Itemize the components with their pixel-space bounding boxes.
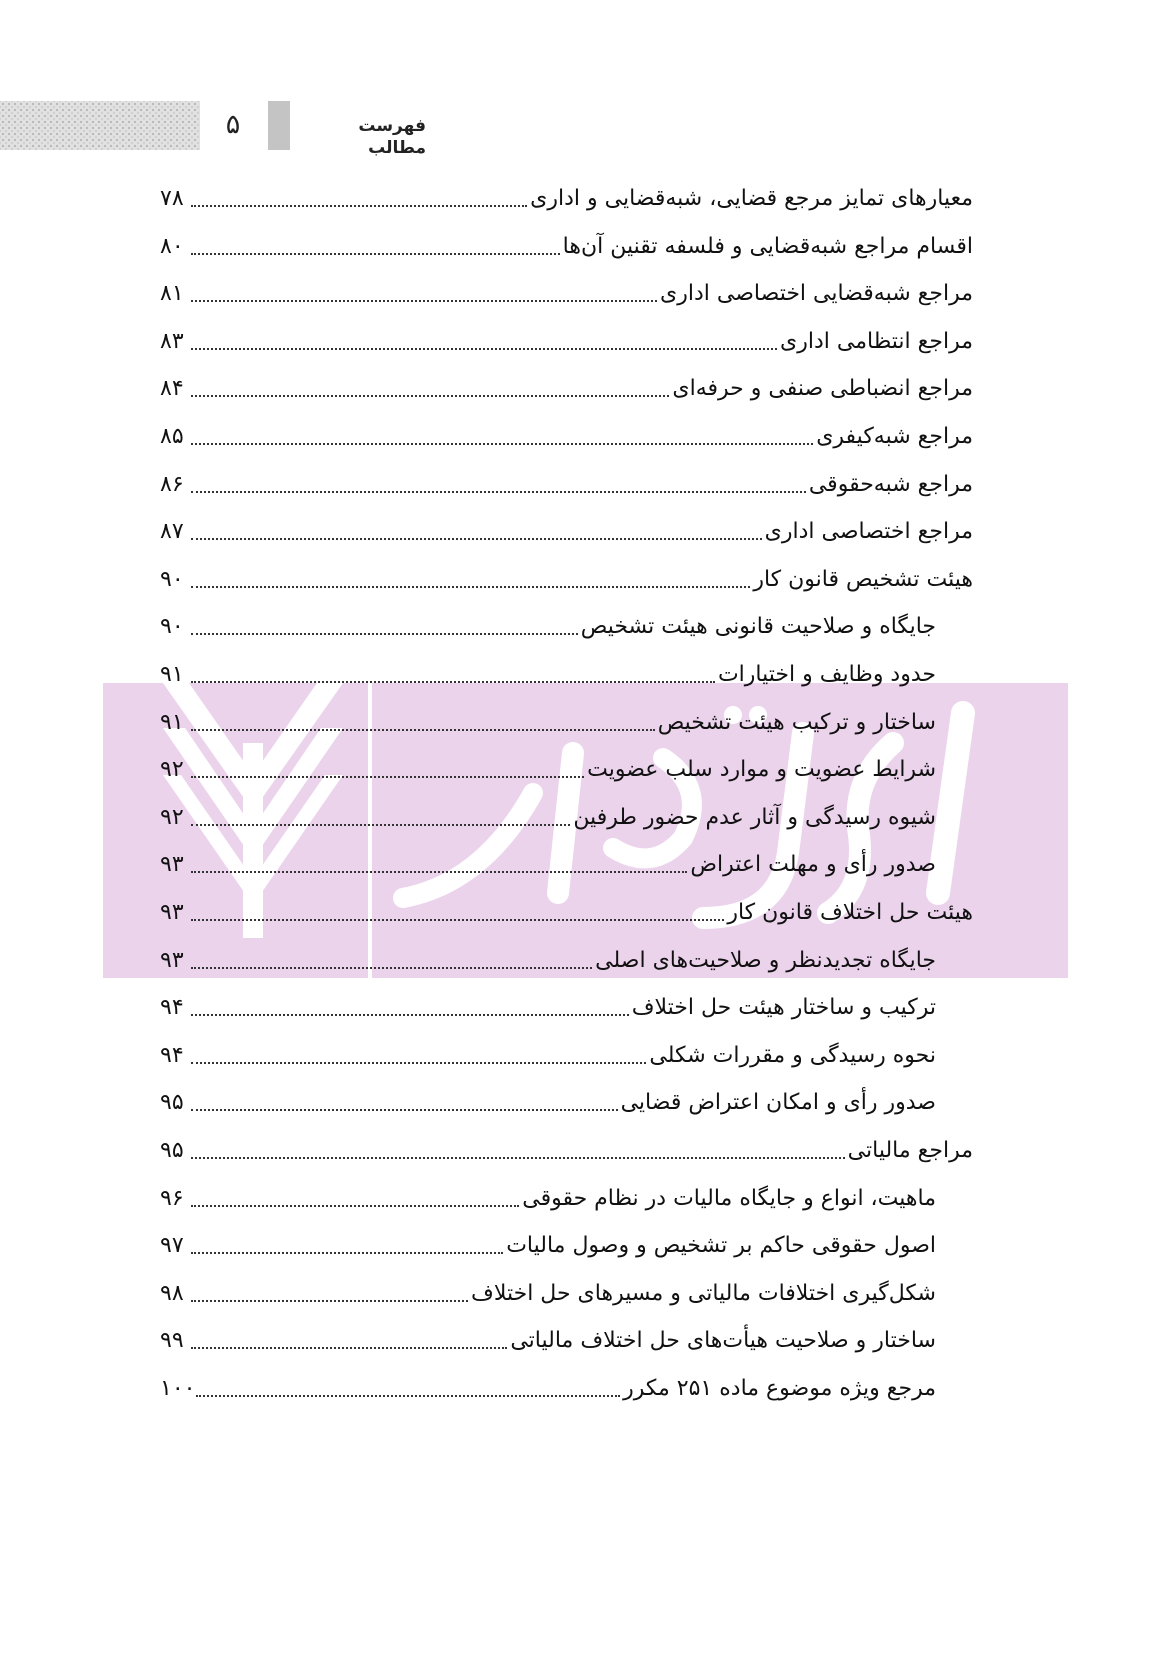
- toc-entry: [160, 991, 936, 1023]
- toc-entry: [160, 1229, 936, 1261]
- toc-dot-leader: [191, 633, 578, 635]
- toc-entry-title: شیوه رسیدگی و آثار عدم حضور طرفین: [573, 804, 936, 830]
- toc-entry-page: ۹۹: [160, 1328, 184, 1354]
- toc-entry-title: صدور رأی و امکان اعتراض قضایی: [620, 1090, 936, 1116]
- toc-entry-page: ۸۱: [160, 281, 184, 307]
- toc-entry: [160, 944, 936, 976]
- toc-entry-page: ۹۰: [160, 566, 184, 592]
- toc-entry-title: مرجع ویژه موضوع ماده ۲۵۱ مکرر: [623, 1376, 936, 1401]
- running-header-title: فهرست مطالب: [358, 116, 426, 158]
- toc-entry-title: شرایط عضویت و موارد سلب عضویت: [587, 757, 936, 783]
- toc-entry-title: جایگاه تجدیدنظر و صلاحیت‌های اصلی: [595, 947, 936, 973]
- toc-entry-page: ۹۶: [160, 1185, 184, 1211]
- toc-entry: [160, 801, 936, 833]
- toc-entry-page: ۹۱: [160, 662, 184, 687]
- toc-entry-page: ۹۴: [160, 995, 184, 1021]
- toc-dot-leader: [191, 681, 715, 683]
- toc-dot-leader: [191, 871, 687, 873]
- toc-entry-page: ۹۲: [160, 757, 184, 783]
- toc-entry-page: ۹۵: [160, 1090, 184, 1116]
- toc-entry-title: مراجع مالیاتی: [847, 1138, 973, 1163]
- toc-entry-title: مراجع انتظامی اداری: [780, 328, 973, 354]
- toc-entry-title: ترکیب و ساختار هیئت حل اختلاف: [631, 995, 936, 1021]
- toc-entry: [160, 420, 973, 452]
- toc-entry-page: ۱۰۰: [160, 1376, 196, 1401]
- toc-dot-leader: [191, 300, 657, 302]
- toc-entry: [160, 563, 973, 595]
- toc-entry: [160, 277, 973, 309]
- toc-entry-page: ۹۳: [160, 852, 184, 878]
- toc-dot-leader: [191, 491, 806, 493]
- toc-entry: [160, 372, 973, 404]
- toc-entry-page: ۸۷: [160, 519, 184, 545]
- toc-entry-title: هیئت تشخیص قانون کار: [753, 566, 973, 592]
- toc-entry: [160, 468, 973, 500]
- toc-entry-page: ۸۰: [160, 233, 184, 259]
- toc-entry: [160, 848, 936, 880]
- toc-dot-leader: [191, 1109, 618, 1111]
- toc-dot-leader: [191, 1205, 519, 1207]
- toc-entry: [160, 230, 973, 262]
- toc-entry-title: مراجع انضباطی صنفی و حرفه‌ای: [672, 376, 973, 402]
- toc-dot-leader: [191, 395, 669, 397]
- toc-entry-title: مراجع شبه‌حقوقی: [808, 471, 973, 497]
- toc-entry: [160, 182, 973, 214]
- toc-entry: [160, 658, 936, 690]
- toc-entry-page: ۹۸: [160, 1280, 184, 1306]
- toc-entry: [160, 896, 973, 928]
- toc-entry-page: ۸۵: [160, 424, 184, 449]
- toc-entry-title: اقسام مراجع شبه‌قضایی و فلسفه تقنین آن‌ها: [562, 233, 973, 259]
- toc-entry-page: ۹۲: [160, 804, 184, 830]
- toc-dot-leader: [191, 1347, 507, 1349]
- toc-dot-leader: [191, 1157, 845, 1159]
- toc-entry: [160, 1134, 973, 1166]
- toc-entry-title: ساختار و صلاحیت هیأت‌های حل اختلاف مالیاتی: [510, 1328, 936, 1354]
- toc-entry-title: مراجع شبه‌کیفری: [816, 424, 973, 449]
- toc-dot-leader: [191, 919, 724, 921]
- toc-dot-leader: [191, 824, 570, 826]
- toc-entry-title: مراجع اختصاصی اداری: [764, 519, 973, 545]
- toc-entry: [160, 1324, 936, 1356]
- toc-dot-leader: [191, 967, 592, 969]
- header-decorative-pattern: [0, 101, 200, 150]
- toc-dot-leader: [191, 729, 655, 731]
- toc-entry: [160, 1372, 936, 1404]
- toc-entry-page: ۸۴: [160, 376, 184, 402]
- toc-entry: [160, 325, 973, 357]
- toc-dot-leader: [191, 443, 813, 445]
- header-accent-bar: [268, 101, 290, 150]
- toc-entry-page: ۹۷: [160, 1233, 184, 1259]
- toc-entry-page: ۹۵: [160, 1138, 184, 1163]
- toc-entry-page: ۹۱: [160, 709, 184, 735]
- toc-entry-title: نحوه رسیدگی و مقررات شکلی: [649, 1042, 936, 1068]
- toc-entry-title: ساختار و ترکیب هیئت تشخیص: [657, 709, 936, 735]
- toc-entry-page: ۸۶: [160, 471, 184, 497]
- toc-entry: [160, 706, 936, 738]
- toc-dot-leader: [191, 205, 527, 207]
- toc-dot-leader: [191, 1014, 629, 1016]
- toc-dot-leader: [191, 1062, 646, 1064]
- toc-entry-title: ماهیت، انواع و جایگاه مالیات در نظام حقوقی: [522, 1185, 936, 1211]
- toc-entry-title: اصول حقوقی حاکم بر تشخیص و وصول مالیات: [506, 1233, 936, 1259]
- toc-entry: [160, 1086, 936, 1118]
- toc-entry-title: حدود وظایف و اختیارات: [717, 662, 936, 687]
- toc-entry: [160, 1182, 936, 1214]
- toc-entry-title: هیئت حل اختلاف قانون کار: [727, 900, 973, 925]
- toc-entry: [160, 753, 936, 785]
- toc-entry-title: صدور رأی و مهلت اعتراض: [690, 852, 936, 878]
- toc-dot-leader: [191, 538, 762, 540]
- toc-dot-leader: [196, 1395, 620, 1397]
- toc-dot-leader: [191, 348, 777, 350]
- toc-dot-leader: [191, 586, 750, 588]
- toc-entry-title: معیارهای تمایز مرجع قضایی، شبه‌قضایی و اداری: [530, 186, 973, 211]
- toc-dot-leader: [191, 1300, 468, 1302]
- toc-dot-leader: [191, 253, 560, 255]
- toc-entry: [160, 515, 973, 547]
- toc-entry: [160, 610, 936, 642]
- page-number: ۵: [225, 109, 241, 140]
- toc-dot-leader: [191, 1252, 503, 1254]
- toc-entry-page: ۷۸: [160, 186, 184, 211]
- toc-entry-page: ۹۳: [160, 947, 184, 973]
- toc-entry: [160, 1277, 936, 1309]
- toc-entry-page: ۹۴: [160, 1042, 184, 1068]
- toc-entry-title: مراجع شبه‌قضایی اختصاصی اداری: [660, 281, 973, 307]
- toc-dot-leader: [191, 776, 584, 778]
- toc-entry-page: ۹۰: [160, 614, 184, 640]
- toc-entry: [160, 1039, 936, 1071]
- toc-entry-page: ۹۳: [160, 900, 184, 925]
- toc-entry-title: شکل‌گیری اختلافات مالیاتی و مسیرهای حل اختلاف: [471, 1280, 936, 1306]
- toc-entry-page: ۸۳: [160, 328, 184, 354]
- toc-entry-title: جایگاه و صلاحیت قانونی هیئت تشخیص: [580, 614, 936, 640]
